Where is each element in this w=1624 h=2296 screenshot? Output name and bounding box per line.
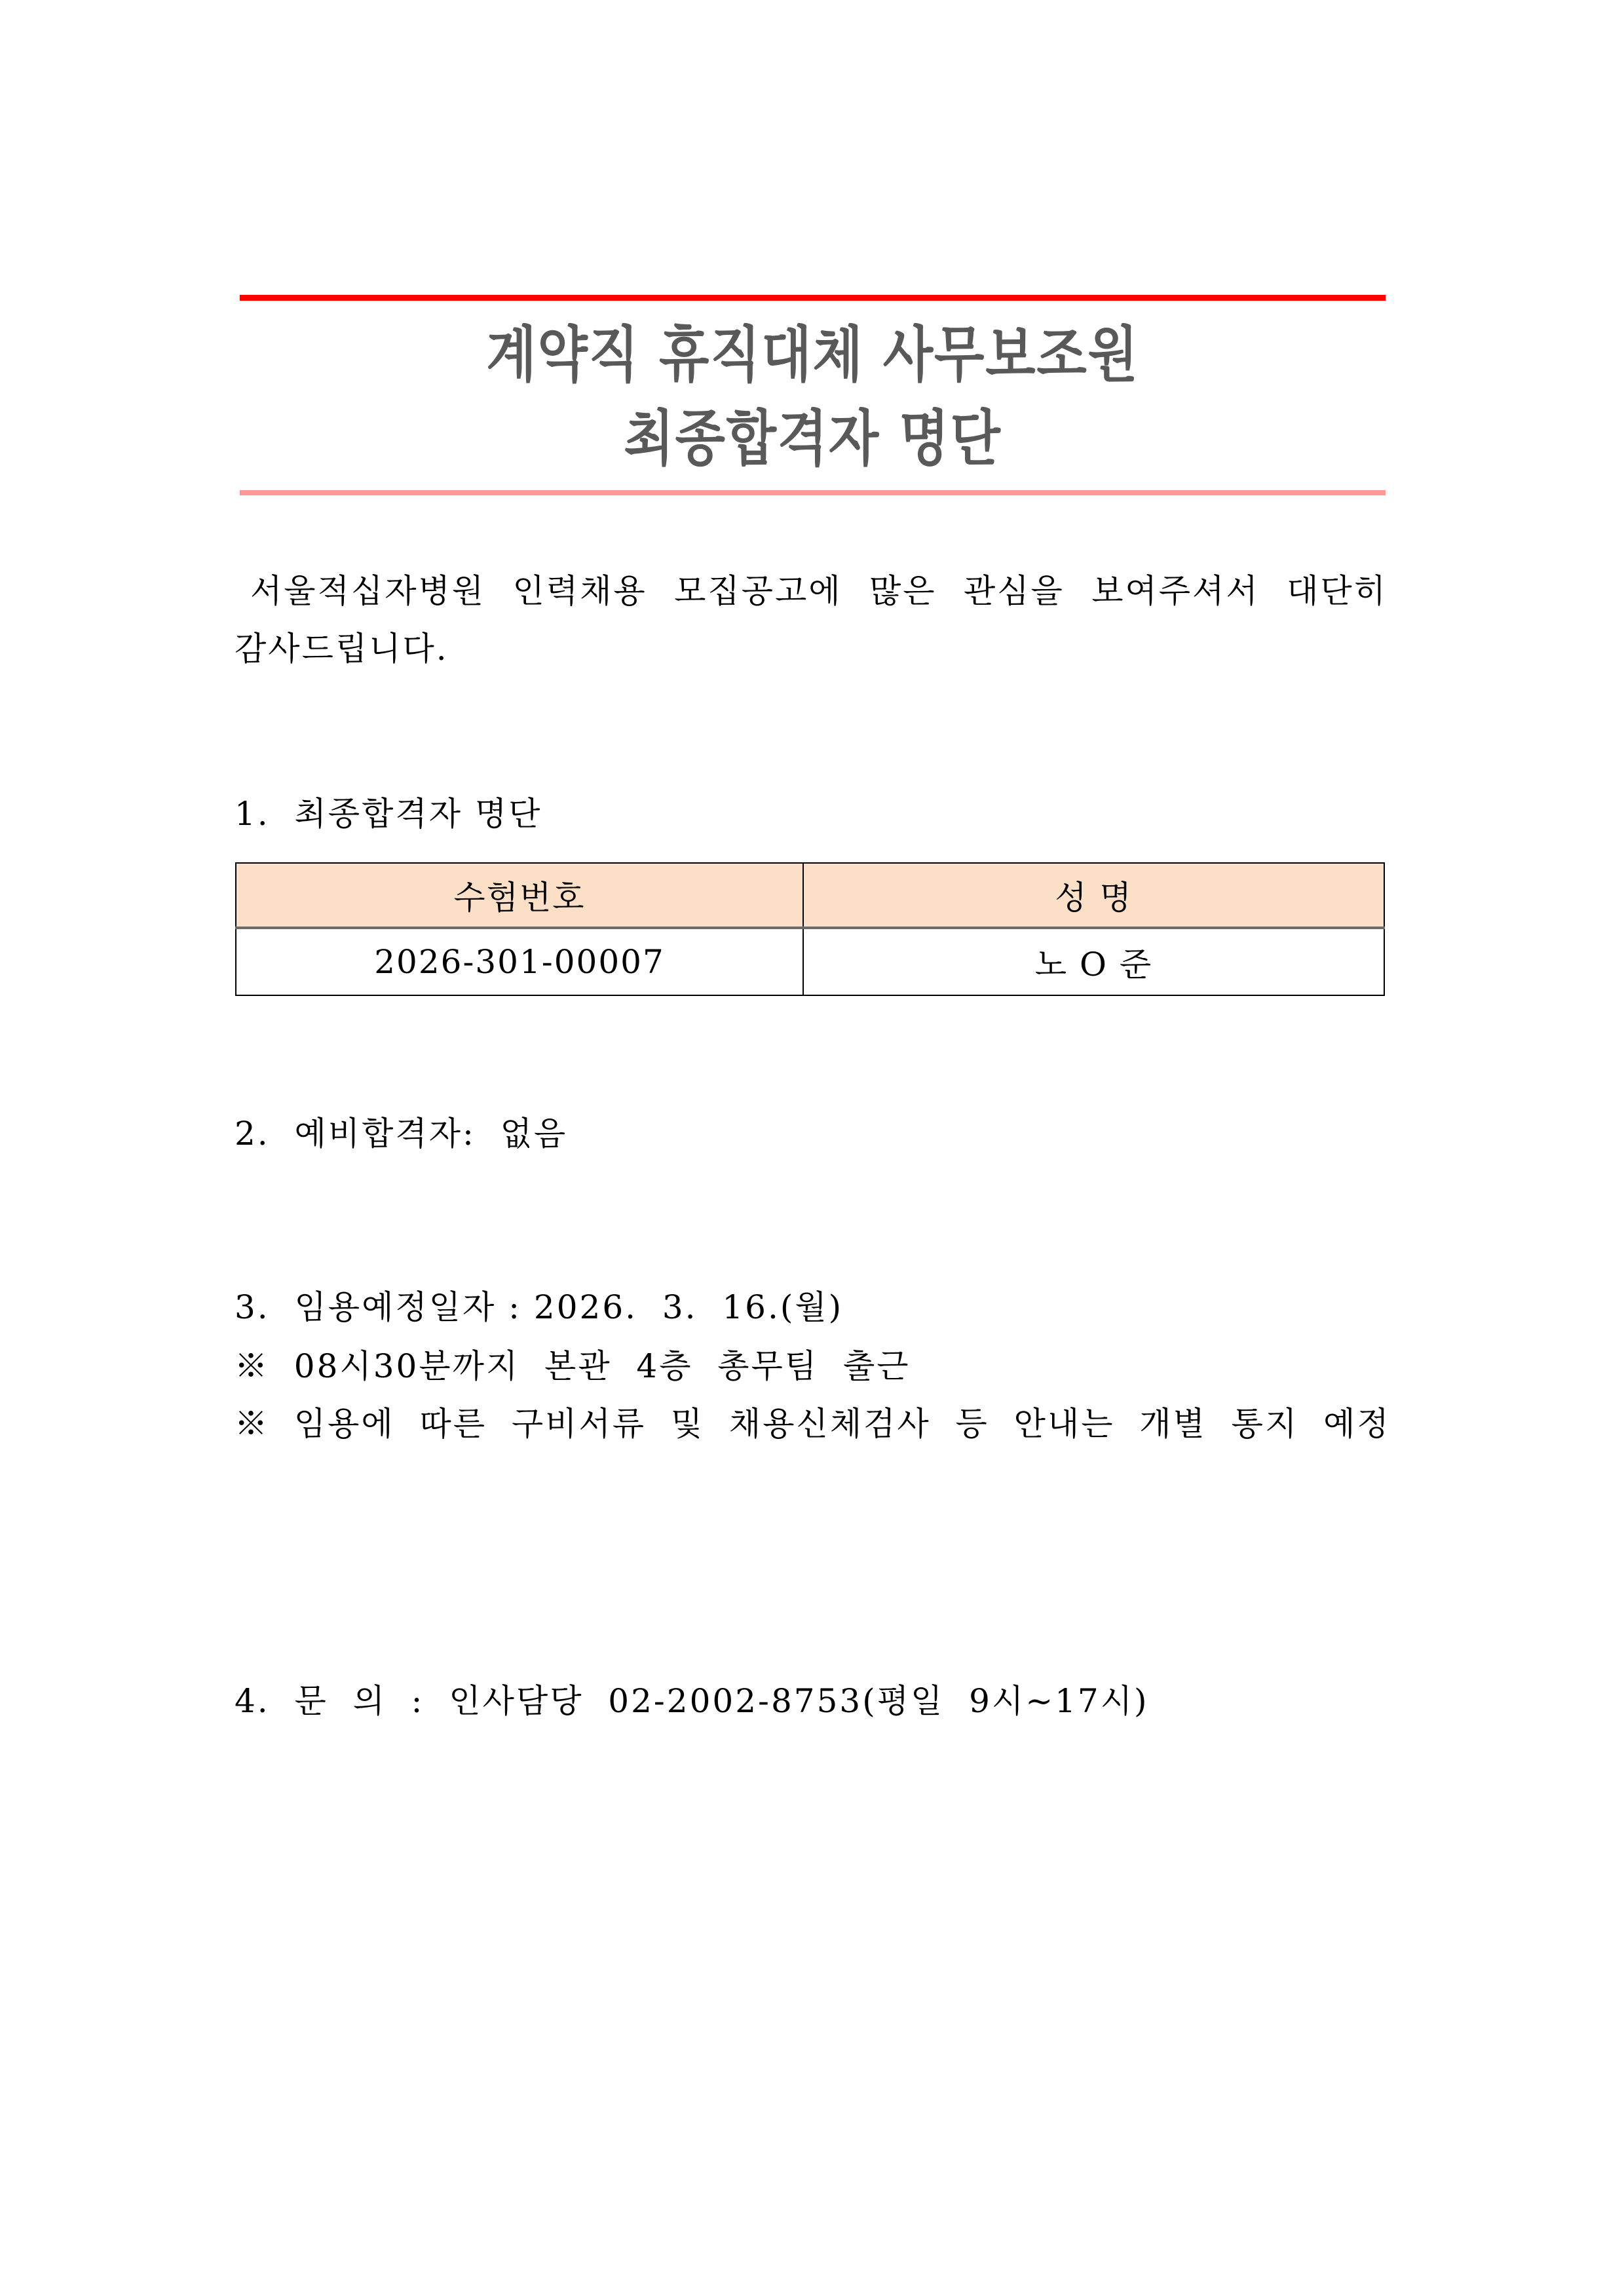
section-3-heading: 3. 임용예정일자 : 2026. 3. 16.(월)	[235, 1288, 844, 1326]
intro-line-2: 감사드립니다.	[235, 630, 449, 668]
section-2-heading: 2. 예비합격자: 없음	[235, 1115, 568, 1153]
table-row	[236, 928, 1384, 995]
cell-exam-number: 2026-301-00007	[236, 928, 803, 995]
title-bottom-rule	[240, 490, 1386, 495]
section-1-heading: 1. 최종합격자 명단	[235, 795, 542, 833]
page-title-line-2: 최종합격자 명단	[624, 404, 1002, 474]
title-top-rule	[240, 295, 1386, 301]
final-candidates-table	[235, 862, 1385, 996]
section-3-note-1: ※ 08시30분까지 본관 4층 총무팀 출근	[235, 1347, 911, 1385]
cell-name: 노 O 준	[803, 928, 1384, 995]
intro-line-1: 서울적십자병원 인력채용 모집공고에 많은 관심을 보여주셔서 대단히	[250, 572, 1388, 610]
header-exam-number: 수험번호	[236, 863, 803, 928]
table-header-row	[236, 863, 1384, 928]
section-4-contact: 4. 문 의 : 인사담당 02-2002-8753(평일 9시~17시)	[235, 1682, 1149, 1720]
header-name: 성 명	[803, 863, 1384, 928]
intro-paragraph	[235, 562, 1388, 678]
page-title-line-1: 계약직 휴직대체 사무보조원	[486, 320, 1139, 390]
section-3-note-2: ※ 임용에 따른 구비서류 및 채용신체검사 등 안내는 개별 통지 예정	[235, 1405, 1391, 1443]
